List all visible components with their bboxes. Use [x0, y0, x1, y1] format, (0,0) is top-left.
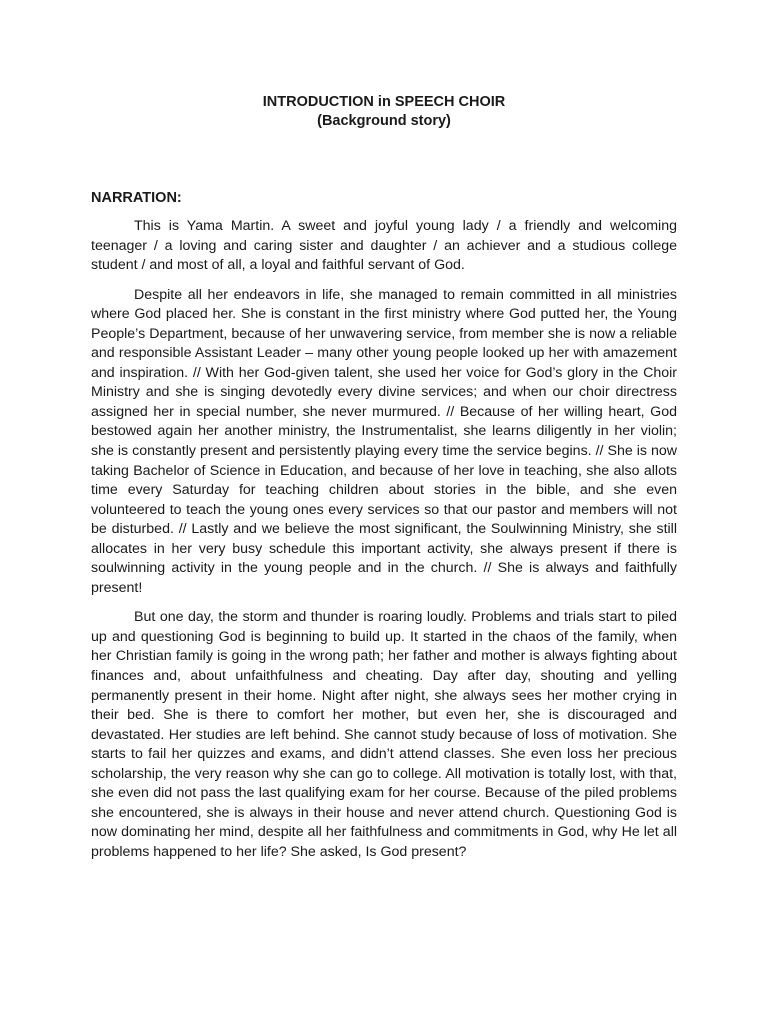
paragraph: Despite all her endeavors in life, she managed to remain committed in all ministries where God placed her. She is constant in the first ministry where God putted her, the Young People’s Department, because of her unwavering service, from member she is now a reliable and responsible Assistant Leader – many other young people looked up her with amazement and inspiration. // With her God-given talent, she used her voice for God’s glory in the Choir Ministry and she is singing devotedly every divine services; and when our choir directress assigned her in special number, she never murmured. // Because of her willing heart, God bestowed again her another ministry, the Instrumentalist, she learns diligently in her violin; she is constantly present and persistently playing every time the service begins. // She is now taking Bachelor of Science in Education, and because of her love in teaching, she also allots time every Saturday for teaching children about stories in the bible, and she even volunteered to teach the young ones every services so that our pastor and members will not be disturbed. // Lastly and we believe the most significant, the Soulwinning Ministry, she still allocates in her very busy schedule this important activity, she always present if there is soulwinning activity in the young people and in the church. // She is always and faithfully present! [91, 286, 677, 596]
title-block [0, 93, 768, 131]
document-subtitle: (Background story) [317, 113, 451, 129]
paragraph: But one day, the storm and thunder is roaring loudly. Problems and trials start to piled up and questioning God is beginning to build up. It started in the chaos of the family, when her Christian family is going in the wrong path; her father and mother is always fighting about finances and, about unfaithfulness and cheating. Day after day, shouting and yelling permanently present in their home. Night after night, she always sees her mother crying in their bed. She is there to comfort her mother, but even her, she is discouraged and devastated. Her studies are left behind. She cannot study because of loss of motivation. She starts to fail her quizzes and exams, and didn’t attend classes. She even loss her precious scholarship, the very reason why she can go to college. All motivation is totally lost, with that, she even did not pass the last qualifying exam for her course. Because of the piled problems she encountered, she is always in their house and never attend church. Questioning God is now dominating her mind, despite all her faithfulness and commitments in God, why He let all problems happened to her life? She asked, Is God present? [91, 609, 677, 860]
narration-body [91, 217, 677, 873]
document-title: INTRODUCTION in SPEECH CHOIR [262, 94, 506, 110]
paragraph: This is Yama Martin. A sweet and joyful young lady / a friendly and welcoming teenager / a loving and caring sister and daughter / an achiever and a studious college student / and most of all, a loyal and faithful servant of God. [91, 218, 677, 274]
section-heading-narration: NARRATION: [91, 190, 182, 206]
